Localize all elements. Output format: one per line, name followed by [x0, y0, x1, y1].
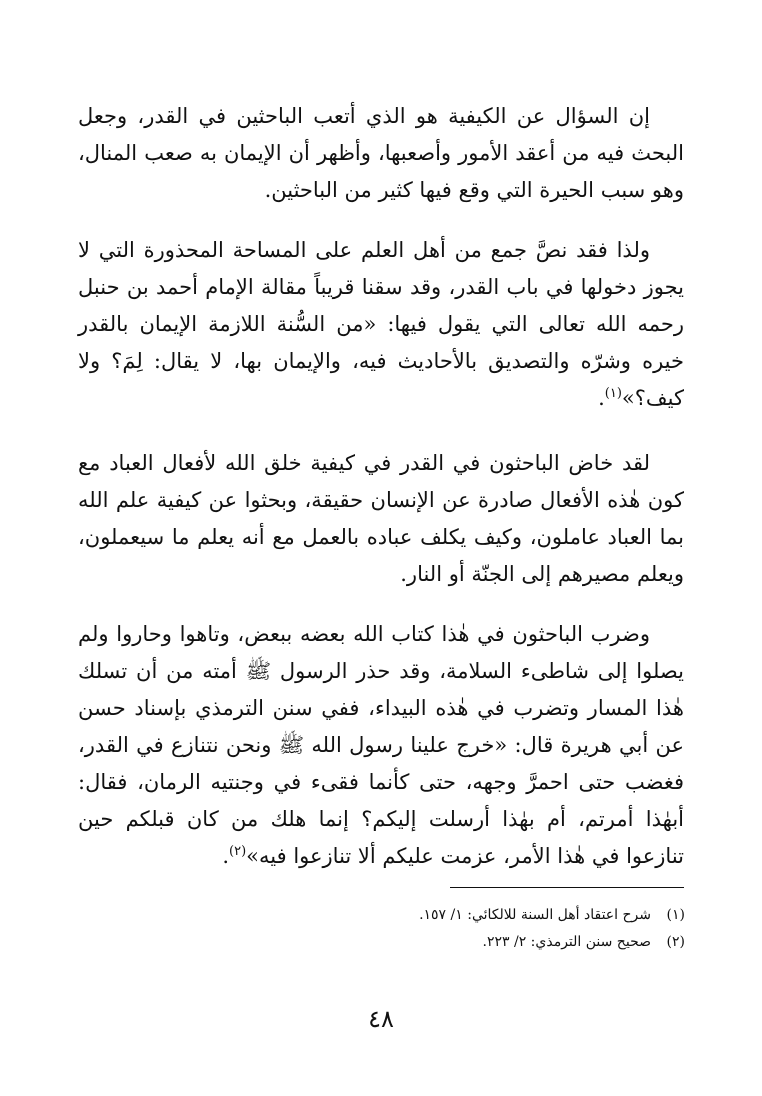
paragraph-4-text: وضرب الباحثون في هٰذا كتاب الله بعضه ببعض، وتاهوا وحاروا ولم يصلوا إلى شاطىء السلامة، وقد حذر الرسول ﷺ أمته من أن تسلك هٰذا المسار وتضرب في هٰذه البيداء، ففي سنن الترمذي بإسناد حسن عن أبي هريرة قال: «خرج علينا رسول الله ﷺ ونحن نتنازع في القدر، فغضب حتى احمرَّ وجهه، حتى كأنما فقىء في وجنتيه الرمان، فقال: أبهٰذا أمرتم، أم بهٰذا أرسلت إليكم؟ إنما هلك من كان قبلكم حين تنازعوا في هٰذا الأمر، عزمت عليكم ألا تنازعوا فيه»: [78, 622, 684, 868]
paragraph-3-text: لقد خاض الباحثون في القدر في كيفية خلق الله لأفعال العباد مع كون هٰذه الأفعال صادرة عن الإنسان حقيقة، وبحثوا عن كيفية علم الله بما العباد عاملون، وكيف يكلف عباده بالعمل مع أنه يعلم ما سيعملون، ويعلم مصيرهم إلى الجنّة أو النار.: [78, 451, 684, 586]
footnotes: [300, 902, 685, 956]
footnote-1-text: شرح اعتقاد أهل السنة للالكائي: ١/ ١٥٧.: [419, 907, 651, 923]
paragraph-3: [78, 445, 684, 593]
paragraph-1: [78, 98, 684, 209]
paragraph-4-end: .: [222, 844, 230, 868]
footnote-separator: [450, 887, 684, 888]
footnote-ref-1: (١): [604, 386, 622, 401]
footnote-2-text: صحيح سنن الترمذي: ٢/ ٢٢٣.: [482, 934, 651, 950]
footnote-1: [300, 902, 685, 929]
footnote-2: [300, 929, 685, 956]
paragraph-1-text: إن السؤال عن الكيفية هو الذي أتعب الباحثين في القدر، وجعل البحث فيه من أعقد الأمور وأصعبها، وأظهر أن الإيمان به صعب المنال، وهو سبب الحيرة التي وقع فيها كثير من الباحثين.: [78, 104, 684, 202]
paragraph-2: [78, 232, 684, 417]
footnote-ref-2: (٢): [229, 844, 247, 859]
footnote-1-number: (١): [666, 907, 685, 923]
paragraph-2-end: .: [598, 386, 605, 410]
page-number: ٤٨: [368, 1005, 394, 1033]
paragraph-4: [78, 616, 684, 875]
footnote-2-number: (٢): [666, 934, 685, 950]
paragraph-2-text: ولذا فقد نصَّ جمع من أهل العلم على المساحة المحذورة التي لا يجوز دخولها في باب القدر، وقد سقنا قريباً مقالة الإمام أحمد بن حنبل رحمه الله تعالى التي يقول فيها: «من السُّنة اللازمة الإيمان بالقدر خيره وشرّه والتصديق بالأحاديث فيه، والإيمان بها، لا يقال: لِمَ؟ ولا كيف؟»: [78, 238, 684, 410]
